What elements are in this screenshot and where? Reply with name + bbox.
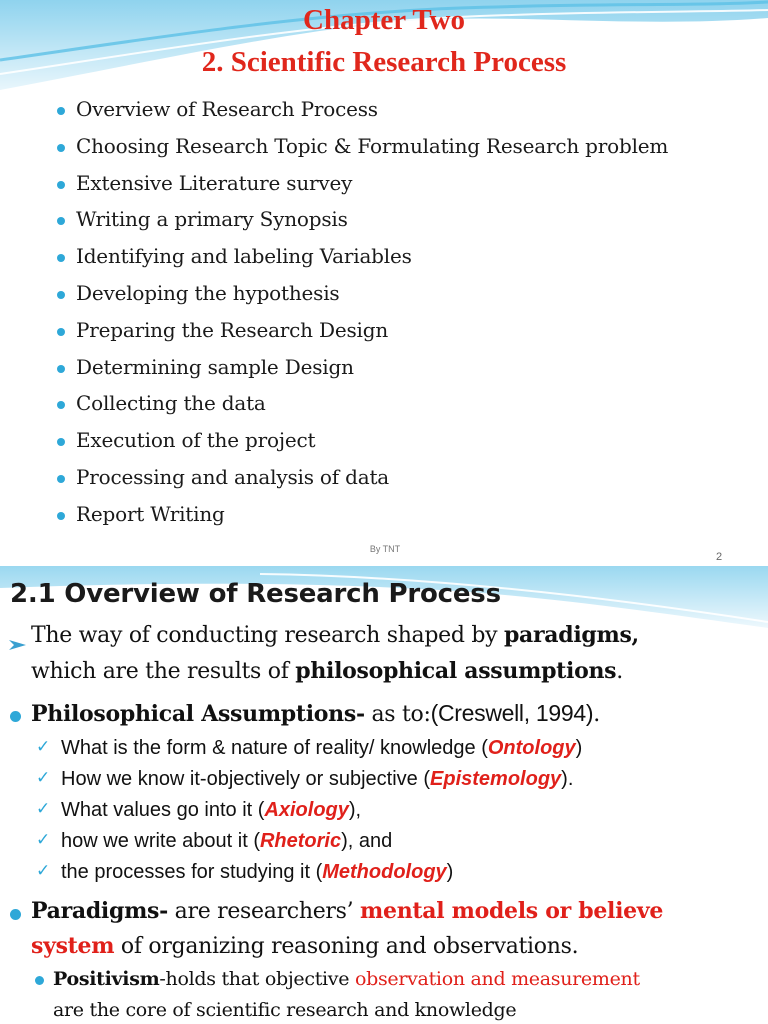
term-highlight: Methodology xyxy=(322,861,447,883)
bullet-dot-icon xyxy=(57,254,65,262)
list-item-label: Developing the hypothesis xyxy=(76,280,340,305)
term-highlight: Axiology xyxy=(264,799,349,821)
text-span: ). xyxy=(561,768,574,790)
text-span: ) xyxy=(575,737,583,759)
text-span: -holds that objective xyxy=(159,968,355,990)
bullet-dot-icon xyxy=(57,107,65,115)
text-span: of organizing reasoning and observations. xyxy=(114,934,579,959)
text-span: How we know it-objectively or subjective ( xyxy=(61,768,431,790)
list-item-label: Determining sample Design xyxy=(76,354,354,379)
bullet-dot-icon xyxy=(57,181,65,189)
paragraph-line: are the core of scientific research and knowledge xyxy=(53,999,517,1021)
list-item xyxy=(50,201,668,238)
bold-term: philosophical assumptions xyxy=(295,658,617,684)
check-item xyxy=(61,737,582,760)
bullet-dot-icon xyxy=(57,365,65,373)
paragraph-line xyxy=(53,968,640,990)
list-item-label: Identifying and labeling Variables xyxy=(76,244,412,269)
check-item xyxy=(61,799,361,822)
text-span: are researchers’ xyxy=(167,899,361,924)
bold-term: Positivism xyxy=(53,968,160,990)
bullet-dot-icon xyxy=(35,976,44,985)
list-item xyxy=(50,349,668,386)
text-span: ), and xyxy=(341,830,393,852)
text-span: What values go into it ( xyxy=(61,799,265,821)
bullet-dot-icon xyxy=(57,291,65,299)
checkmark-icon: ✓ xyxy=(36,737,51,757)
text-span: What is the form & nature of reality/ knowledge ( xyxy=(61,737,488,759)
arrow-bullet-icon xyxy=(9,637,29,653)
checkmark-icon: ✓ xyxy=(36,830,51,850)
page-number: 2 xyxy=(716,551,723,563)
list-item-label: Extensive Literature survey xyxy=(76,170,353,195)
term-highlight: Ontology xyxy=(487,737,576,759)
list-item xyxy=(50,385,668,422)
list-item-label: Execution of the project xyxy=(76,428,316,453)
chapter-heading: Chapter Two xyxy=(303,4,465,36)
text-span: the processes for studying it ( xyxy=(61,861,323,883)
highlight-term: observation and measurement xyxy=(354,968,640,990)
list-item xyxy=(50,459,668,496)
bullet-dot-icon xyxy=(10,909,21,920)
list-item xyxy=(50,496,668,533)
check-item xyxy=(61,861,453,884)
check-item xyxy=(61,830,392,853)
list-item xyxy=(50,128,668,165)
list-item-label: Overview of Research Process xyxy=(76,97,378,121)
text-span: ) xyxy=(446,861,454,883)
list-item xyxy=(50,275,668,312)
citation: (Creswell, 1994) xyxy=(430,700,594,726)
paragraph-line xyxy=(31,658,623,684)
list-item-label: Processing and analysis of data xyxy=(76,464,390,489)
check-item xyxy=(61,768,573,791)
paragraph-line xyxy=(31,700,600,727)
text-span: . xyxy=(616,659,623,684)
bullet-dot-icon xyxy=(57,401,65,409)
text-span: . xyxy=(593,702,600,727)
bold-term: Paradigms- xyxy=(31,898,168,924)
bullet-dot-icon xyxy=(57,144,65,152)
highlight-term: mental models or believe xyxy=(360,898,664,924)
bullet-dot-icon xyxy=(57,475,65,483)
list-item-label: Writing a primary Synopsis xyxy=(76,207,348,232)
topic-list xyxy=(50,91,668,533)
list-item-label: Report Writing xyxy=(76,501,225,526)
list-item-label: Preparing the Research Design xyxy=(76,317,389,342)
bullet-dot-icon xyxy=(57,512,65,520)
list-item-label: Choosing Research Topic & Formulating Research problem xyxy=(76,133,669,158)
checkmark-icon: ✓ xyxy=(36,861,51,881)
text-span: as to: xyxy=(364,702,431,727)
term-highlight: Epistemology xyxy=(430,768,562,790)
text-span: which are the results of xyxy=(31,659,296,684)
bullet-dot-icon xyxy=(57,217,65,225)
paragraph-line xyxy=(31,622,639,648)
list-item xyxy=(50,165,668,202)
bold-term: Philosophical Assumptions- xyxy=(31,701,365,727)
list-item-label: Collecting the data xyxy=(76,391,266,416)
slide-title: 2. Scientific Research Process xyxy=(201,46,567,78)
slide-footer: By TNT xyxy=(369,544,401,554)
list-item xyxy=(50,238,668,275)
bullet-dot-icon xyxy=(57,328,65,336)
text-span: how we write about it ( xyxy=(61,830,260,852)
slide-title: 2.1 Overview of Research Process xyxy=(10,579,501,609)
bold-term: paradigms, xyxy=(503,622,639,648)
paragraph-line xyxy=(31,898,663,924)
highlight-term: system xyxy=(31,933,115,959)
term-highlight: Rhetoric xyxy=(259,830,342,852)
list-item xyxy=(50,312,668,349)
bullet-dot-icon xyxy=(57,438,65,446)
checkmark-icon: ✓ xyxy=(36,768,51,788)
slide-overview xyxy=(0,566,768,1024)
text-span: ), xyxy=(348,799,362,821)
list-item xyxy=(50,91,668,128)
paragraph-line xyxy=(31,933,578,959)
bullet-dot-icon xyxy=(10,711,21,722)
list-item xyxy=(50,422,668,459)
checkmark-icon: ✓ xyxy=(36,799,51,819)
text-span: The way of conducting research shaped by xyxy=(31,623,504,648)
